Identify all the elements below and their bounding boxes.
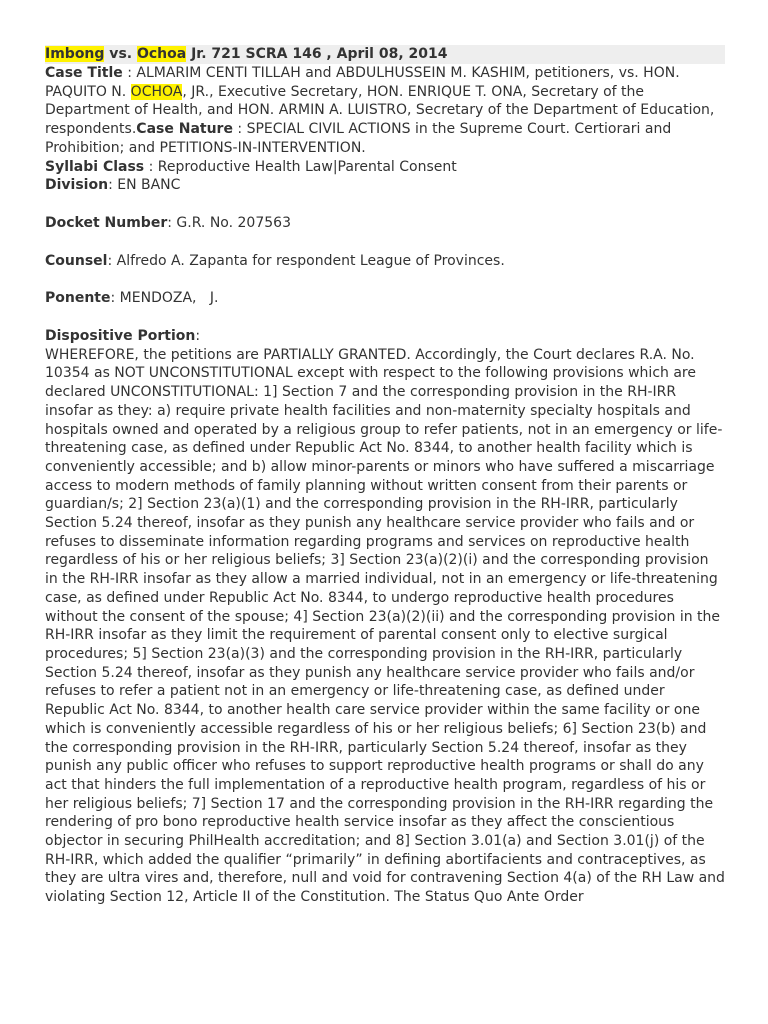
ponente-label: Ponente <box>45 290 111 307</box>
division-text: EN BANC <box>117 177 181 194</box>
case-title-sep: : <box>122 65 137 81</box>
docket-sep: : <box>167 214 177 231</box>
spacer <box>45 195 725 214</box>
division-label: Division <box>45 177 109 194</box>
docket-block <box>45 214 725 233</box>
ponente-sep: : <box>110 290 120 307</box>
spacer <box>45 308 725 327</box>
document-page <box>45 45 725 907</box>
spacer <box>45 233 725 252</box>
highlight-ochoa-case-title: OCHOA <box>130 83 183 100</box>
counsel-block <box>45 252 725 271</box>
case-nature-text: SPECIAL CIVIL ACTIONS in the Supreme Court. Certiorari and Prohibition; and PETITIONS-IN-INTERVENTION. <box>45 121 672 156</box>
syllabi-class-block <box>45 158 725 177</box>
dispositive-label: Dispositive Portion <box>45 328 196 345</box>
dispositive-sep: : <box>195 328 201 345</box>
case-title-text-1: ALMARIM CENTI TILLAH and ABDULHUSSEIN M. KASHIM, petitioners, vs. HON. PAQUITO N. <box>45 65 680 100</box>
heading-citation: Jr. 721 SCRA 146 , April 08, 2014 <box>186 46 448 62</box>
syllabi-class-sep: : <box>144 158 158 175</box>
case-title-block <box>45 64 725 158</box>
division-sep: : <box>108 177 118 194</box>
counsel-sep: : <box>107 252 117 269</box>
case-heading <box>45 45 725 64</box>
syllabi-class-label: Syllabi Class <box>45 158 145 175</box>
docket-text: G.R. No. 207563 <box>176 214 291 231</box>
case-nature-sep: : <box>232 121 247 138</box>
heading-vs: vs. <box>104 46 137 62</box>
counsel-label: Counsel <box>45 252 108 269</box>
case-title-label: Case Title <box>45 65 123 81</box>
ponente-block <box>45 289 725 308</box>
case-nature-label: Case Nature <box>136 121 233 138</box>
spacer <box>45 270 725 289</box>
highlight-imbong: Imbong <box>45 46 105 62</box>
counsel-text: Alfredo A. Zapanta for respondent League of Provinces. <box>116 252 505 269</box>
docket-label: Docket Number <box>45 214 168 231</box>
highlight-ochoa: Ochoa <box>136 46 187 62</box>
case-title-text-2: , JR., Executive Secretary, HON. ENRIQUE T. ONA, Secretary of the Department of Health, and HON. ARMIN A. LUISTRO, Secretary of the Department of Education, respondents. <box>45 83 715 138</box>
division-block <box>45 176 725 195</box>
dispositive-text: WHEREFORE, the petitions are PARTIALLY GRANTED. Accordingly, the Court declares R.A. No. 10354 as NOT UNCONSTITUTIONAL except with respect to the following provisions which are declared UNCONSTITUTIONAL: 1] Section 7 and the corresponding provision in the RH-IRR insofar as they: a) require private health facilities and non-maternity specialty hospitals and hospitals owned and operated by a religious group to refer patients, not in an emergency or life-threatening case, as defined under Republic Act No. 8344, to another health facility which is conveniently accessible; and b) allow minor-parents or minors who have suffered a miscarriage access to modern methods of family planning without written consent from their parents or guardian/s; 2] Section 23(a)(1) and the corresponding provision in the RH-IRR, particularly Section 5.24 thereof, insofar as they punish any healthcare service provider who fails and or refuses to disseminate information regarding programs and services on reproductive health regardless of his or her religious beliefs; 3] Section 23(a)(2)(i) and the corresponding provision in the RH-IRR insofar as they allow a married individual, not in an emergency or life-threatening case, as defined under Republic Act No. 8344, to undergo reproductive health procedures without the consent of the spouse; 4] Section 23(a)(2)(ii) and the corresponding provision in the RH-IRR insofar as they limit the requirement of parental consent only to elective surgical procedures; 5] Section 23(a)(3) and the corresponding provision in the RH-IRR, particularly Section 5.24 thereof, insofar as they punish any healthcare service provider who fails and/or refuses to refer a patient not in an emergency or life-threatening case, as defined under Republic Act No. 8344, to another health care service provider within the same facility or one which is conveniently accessible regardless of his or her religious beliefs; 6] Section 23(b) and the corresponding provision in the RH-IRR, particularly Section 5.24 thereof, insofar as they punish any public officer who refuses to support reproductive health programs or shall do any act that hinders the full implementation of a reproductive health program, regardless of his or her religious beliefs; 7] Section 17 and the corresponding provision in the RH-IRR regarding the rendering of pro bono reproductive health service insofar as they affect the conscientious objector in securing PhilHealth accreditation; and 8] Section 3.01(a) and Section 3.01(j) of the RH-IRR, which added the qualifier “primarily” in defining abortifacients and contraceptives, as they are ultra vires and, therefore, null and void for contravening Section 4(a) of the RH Law and violating Section 12, Article II of the Constitution. The Status Quo Ante Order <box>45 346 725 906</box>
syllabi-class-text: Reproductive Health Law|Parental Consent <box>157 158 457 175</box>
dispositive-heading <box>45 327 725 346</box>
ponente-text: MENDOZA, J. <box>119 290 219 307</box>
